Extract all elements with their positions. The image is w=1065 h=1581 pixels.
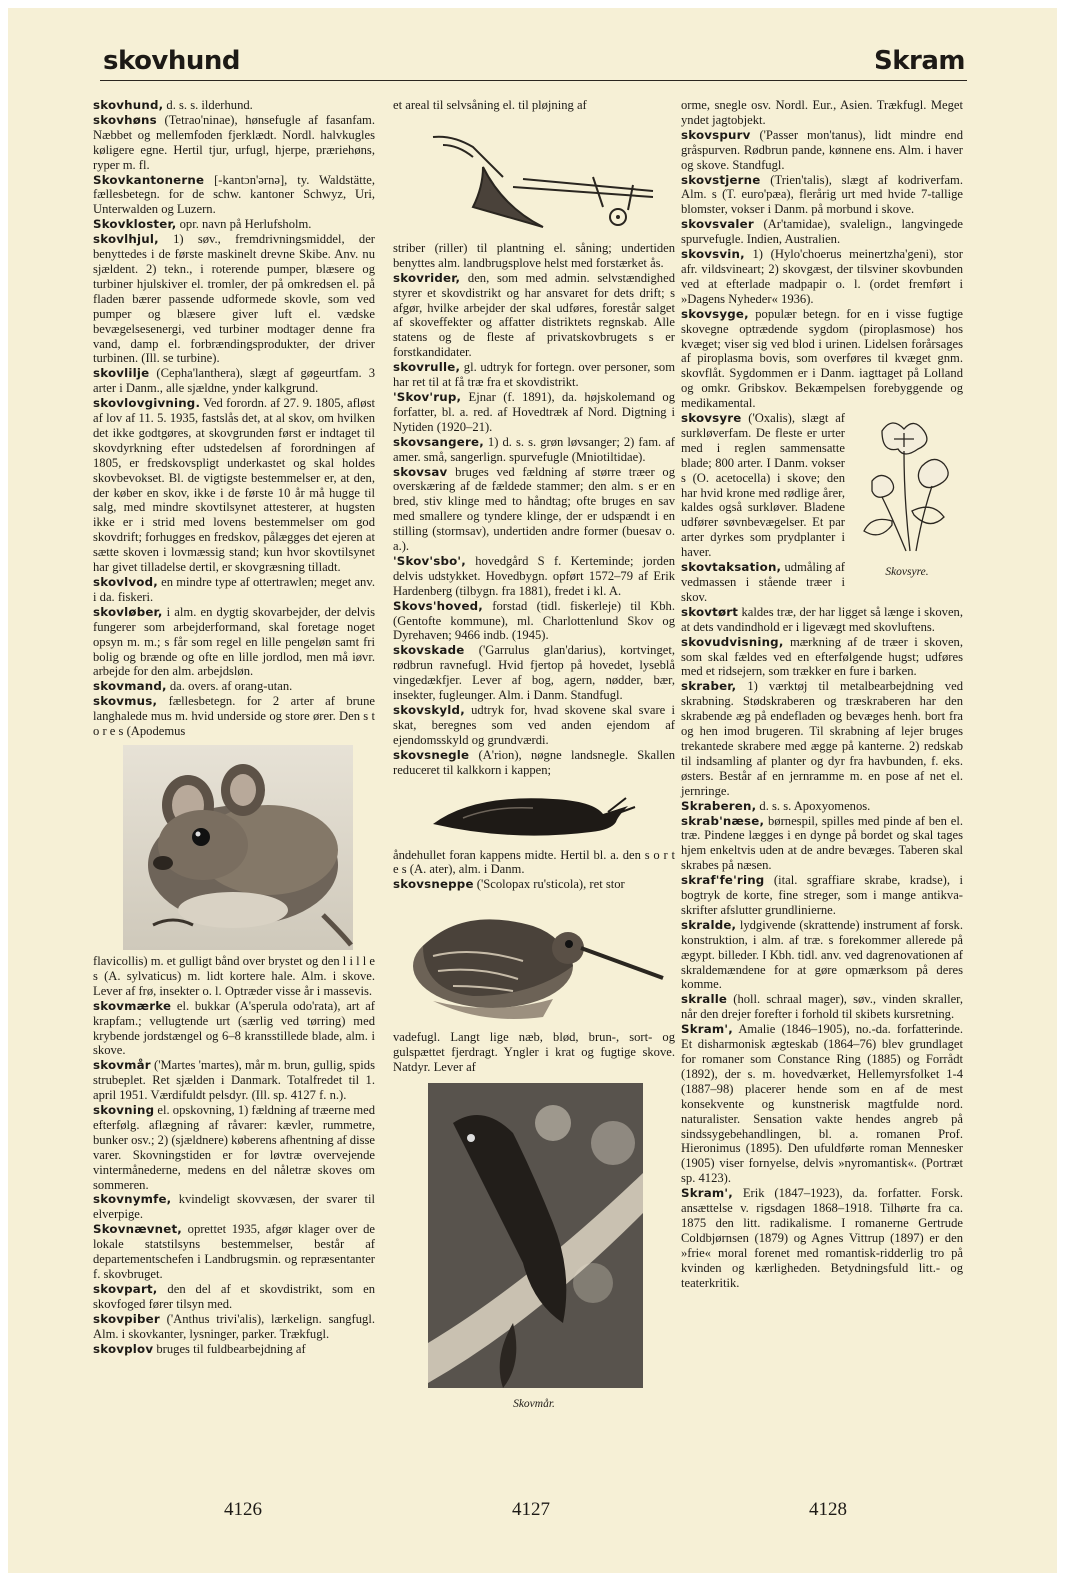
entry-text: en mindre type af ottertrawlen; meget anv. i da. fiskeri.	[93, 575, 375, 604]
page-number-right: 4128	[809, 1499, 847, 1520]
column-2-entries-top	[393, 98, 675, 113]
entry-headword: Skovs'hoved,	[393, 598, 483, 613]
column-2-entries-mid2	[393, 848, 675, 893]
header-left-word: skovhund	[103, 46, 241, 76]
forest-plough-drawing	[393, 117, 675, 237]
entry-text: udtryk for, hvad skovene skal svare i skat, beregnes som ved anden ejendom af ejendomsskyld og grundværdi.	[393, 703, 675, 747]
entry-headword: skovmus,	[93, 694, 158, 709]
entry-text: forstad (tidl. fiskerleje) til Kbh. (Gentofte kommune), ml. Charlottenlund Skov og Dyrehaven; 9466 indb. (1945).	[393, 598, 675, 643]
entry-headword: skrab'næse,	[681, 813, 765, 828]
dictionary-entry	[681, 873, 963, 918]
dictionary-entry	[681, 992, 963, 1022]
entry-text: flavicollis) m. et gulligt bånd over brystet og den l i l l e s (A. sylvaticus) m. lidt kortere hale. Alm. i skove. Lever af frø, insekter o. l. Optræder visse år i massevis.	[93, 953, 375, 998]
dictionary-entry	[681, 307, 963, 411]
entry-text: ('Garrulus glan'darius), kortvinget, rødbrun ravnefugl. Hvid fjertop på hovedet, lyseblå vingedækfjer. Lever af bog, agern, nødder, bær, insekter, fugleunger. Alm. i Danm. Standfugl.	[393, 643, 675, 703]
woodcock-illustration	[393, 896, 675, 1026]
entry-text: oprettet 1935, afgør klager over de lokale statstilsyns bestemmelser, består af departementschefen i Landbrugsmin. og repræsentanter f. skovbruget.	[93, 1222, 375, 1281]
entry-text: d. s. s. ilderhund.	[163, 98, 253, 112]
entry-text: 1) søv., fremdrivningsmiddel, der benyttedes i de første maskinelt drevne Skibe. Anv. nu sjældent. 2) tekn., i roterende pumper, blæsere og turbiner hjulskiver el. tromler, der på omkredsen el. på fladen bærer passende udformede skovle, som ved pumper og blæsere giver luft el. vædske bevægelsesenergi, ved turbiner modtager denne fra vand, damp el. forbrændingsprodukter, der driver turbinen. (Ill. se turbine).	[93, 232, 375, 366]
entry-headword: skovning	[93, 1103, 155, 1118]
entry-text: populær betegn. for en i visse fugtige skovegne optrædende sygdom (piroplasmose) hos kvæget; viser sig ved blod i urinen. Lidelsen forårsages af piroplasma bovis, som overføres til kvæget gnm. skovflåt. Sygdommen er i Danm. iagttaget på Lolland og omkr. Gribskov. Bekæmpelsen forebyggende og medikamental.	[681, 306, 963, 411]
entry-headword: skovmand,	[93, 679, 167, 694]
entry-text: åndehullet foran kappens midte. Hertil bl. a. den s o r t e s (A. ater), alm. i Danm.	[393, 847, 675, 877]
entry-text: Erik (1847–1923), da. forfatter. Forsk. ansættelse v. rigsdagen 1868–1918. Tilhørte fra ca. 1875 den litt. radikalisme. I romanerne Gertrude Coldbjørnsen (1879) og Agnes Vittrup (1897) er den »frie« moral forenet med romantisk-ridderlig tro på kvinden og kærligheden. Betydningsfuld litt.- og teaterkritik.	[681, 1186, 963, 1290]
dictionary-entry	[93, 575, 375, 605]
dictionary-entry	[393, 360, 675, 390]
entry-headword: skraf'fe'ring	[681, 873, 765, 888]
entry-headword: skovsangere,	[393, 434, 484, 449]
entry-text: (Cepha'lanthera), slægt af gøgeurtfam. 3 arter i Danm., alle sjældne, ynder kalkgrund.	[93, 366, 375, 396]
entry-text: [-kantɔn'ərnə], ty. Waldstätte, fællesbetegn. for de schw. kantoner Schwyz, Uri, Unterwalden og Luzern.	[93, 172, 375, 217]
dictionary-entry	[93, 694, 375, 739]
entry-headword: skovlhjul,	[93, 232, 159, 247]
entry-text: vadefugl. Langt lige næb, blød, brun-, sort- og gulspættet fjerdragt. Yngler i krat og fugtige skove. Natdyr. Lever af	[393, 1030, 675, 1075]
entry-text: hovedgård S f. Kerteminde; jorden delvis udstykket. Hovedbygn. opført 1572–79 af Erik Hardenberg (tilbygn. fra 1881), fredet i kl. A.	[393, 553, 675, 598]
entry-text: d. s. s. Apoxyomenos.	[756, 798, 871, 813]
dictionary-entry	[93, 1222, 375, 1282]
entry-text: (Trien'talis), slægt af kodriverfam. Alm. s (T. euro'pæa), flerårig urt med hvide 7-tallige blomster, vokser i Danm. på morbund i skove.	[681, 172, 963, 217]
dictionary-entry	[93, 366, 375, 396]
entry-headword: skovpiber	[93, 1311, 160, 1326]
entry-headword: Skram',	[681, 1186, 733, 1201]
entry-text: orme, snegle osv. Nordl. Eur., Asien. Trækfugl. Meget yndet jagtobjekt.	[681, 98, 963, 127]
wood-mouse-photo	[93, 745, 375, 950]
dictionary-entry	[393, 643, 675, 703]
dictionary-entry	[93, 679, 375, 694]
dictionary-entry	[393, 390, 675, 435]
entry-text: børnespil, spilles med pinde af ben el. træ. Pindene lægges i en dynge på bordet og skal tages hjem enkeltvis uden at de andre bevæges. Taberen skal skrabes på næsen.	[681, 813, 963, 873]
column-2-entries-mid	[393, 241, 675, 778]
entry-headword: Skovkloster,	[93, 217, 177, 232]
column-3-entries	[681, 98, 963, 1291]
dictionary-entry	[681, 814, 963, 874]
entry-headword: skovskade	[393, 643, 465, 658]
dictionary-entry	[681, 1022, 963, 1186]
dictionary-entry	[93, 113, 375, 173]
column-1	[93, 98, 375, 1356]
pine-marten-caption: Skovmår.	[513, 1397, 555, 1410]
column-2-entries-mid3	[393, 1030, 675, 1075]
dictionary-entry	[681, 128, 963, 173]
dictionary-entry	[681, 635, 963, 680]
page-number-center: 4127	[512, 1499, 550, 1520]
wood-sorrel-illustration	[851, 411, 963, 580]
entry-text: ('Passer mon'tanus), lidt mindre end gråspurven. Rødbrun pande, kønnene ens. Alm. i haver og skove. Standfugl.	[681, 127, 963, 172]
column-2	[393, 98, 675, 1412]
entry-headword: skovlvod,	[93, 575, 158, 589]
entry-headword: skovløber,	[93, 604, 163, 619]
entry-headword: skovnymfe,	[93, 1192, 172, 1207]
dictionary-entry	[93, 1282, 375, 1312]
dictionary-entry	[681, 799, 963, 814]
entry-text: fællesbetegn. for 2 arter af brune langhalede mus m. hvid underside og store ører. Den s t o r e s (Apodemus	[93, 694, 375, 739]
dictionary-entry	[393, 703, 675, 748]
entry-text: el. opskovning, 1) fældning af træerne med efterfølg. aflægning af råvarer: kævler, rummetre, bunker osv.; 2) (sjældnere) køberens afhentning af disse varer. Skovningstiden er for løvtræ overvejende vintermånederne, medens en del nåletræ skoves om sommeren.	[93, 1103, 375, 1192]
entry-text: da. overs. af orang-utan.	[166, 679, 293, 694]
entry-text: 1) d. s. s. grøn løvsanger; 2) fam. af amer. små, sangerlign. spurvefugle (Mniotiltidae).	[393, 434, 675, 464]
dictionary-entry	[681, 1186, 963, 1290]
entry-headword: skovspurv	[681, 127, 751, 142]
entry-text: kaldes træ, der har ligget så længe i skoven, at dets vandindhold er i ligevægt med skovluftens.	[681, 604, 963, 634]
entry-text: Ejnar (f. 1891), da. højskolemand og forfatter, bl. a. red. af Hovedtræk af Nord. Digtning i Nytiden (1920–21).	[393, 389, 675, 434]
entry-text: Ved forordn. af 27. 9. 1805, afløst af lov af 11. 5. 1935, fastslås det, at al skov, om hvilken det ikke godtgøres, at skovgrunden først er indtaget til skovdyrkning efter udstedelsen af forordningen af 1805, er fredskovspligt underkastet og skal holdes skovbevokset. Bl. de vigtigste bestemmelser er, at den, der køber en skov, ikke i de første 10 år må hugge til salg, med mindre skovtilsynet attesterer, at hugsten ikke er i strid med lovens bestemmelser om god skovdrift; forhugges en fredskov, pålægges det ejeren at sætte skoven i lovmæssig stand; kun hvor skovtilsynet har givet tilladelse dertil, er skovgræsning tilladt.	[93, 396, 375, 575]
entry-headword: skovrider,	[393, 270, 461, 285]
column-1-entries-top	[93, 98, 375, 739]
dictionary-entry	[93, 232, 375, 366]
entry-headword: skovstjerne	[681, 172, 761, 187]
entry-text: 1) værktøj til metalbearbejdning ved skrabning. Stødskraberen og træskraberen har den skrabende æg på endefladen og bevæges henh. bort fra og hen imod brugeren. Til skrabning af lejer bruges trekantede skrabere med ægge på kanterne. 2) redskab til indsamling af planter og dyr fra havbunden, f. eks. østers. Består af en jernramme m. en pose af net el. jernringe.	[681, 679, 963, 798]
dictionary-entry	[93, 605, 375, 680]
entry-headword: skraber,	[681, 679, 737, 694]
entry-headword: skovsyge,	[681, 306, 749, 321]
dictionary-entry	[93, 1192, 375, 1222]
entry-headword: skovtaksation,	[681, 560, 782, 575]
dictionary-entry	[393, 748, 675, 778]
entry-text: (holl. schraal mager), søv., vinden skraller, når den drejer forefter i forhold til skibets kursretning.	[681, 992, 963, 1022]
pine-marten-illustration	[393, 1083, 675, 1393]
wood-mouse-illustration	[93, 745, 375, 950]
dictionary-entry	[93, 173, 375, 218]
entry-text: et areal til selvsåning el. til pløjning af	[393, 98, 587, 112]
dictionary-entry	[681, 217, 963, 247]
wood-sorrel-caption: Skovsyre.	[885, 565, 929, 578]
entry-text: ('Anthus trivi'alis), lærkelign. sangfugl. Alm. i skovkanter, lysninger, parker. Trækfugl.	[93, 1311, 375, 1341]
entry-headword: skovudvisning,	[681, 634, 784, 649]
dictionary-entry	[93, 1103, 375, 1192]
entry-headword: skovskyld,	[393, 703, 465, 717]
entry-headword: skovsnegle	[393, 747, 470, 762]
entry-headword: 'Skov'sbo',	[393, 553, 466, 568]
entry-text: mærkning af de træer i skoven, som skal fældes ved en efterfølgende hugst; udføres med et ridsejern, som trækker en fure i barken.	[681, 634, 963, 679]
entry-headword: skovmærke	[93, 998, 172, 1013]
entry-text: ('Oxalis), slægt af surkløverfam. De fleste er urter med i reglen sammensatte blade; 800 arter. I Danm. vokser s (O. acetocella) i skove; den har hvid krone med rødlige årer, kaldes også surkløver. Bladene udfører søvnbevægelser. Et par arter dyrkes som prydplanter i haver.	[681, 411, 845, 560]
entry-headword: skovsvin,	[681, 247, 745, 262]
entry-text: (Tetrao'ninae), hønsefugle af fasanfam. Næbbet og mellemfoden fjerklædt. Nordl. halvkugles køligere egne. Hertil tjur, urfugl, hjerpe, præriehøns, ryper m. fl.	[93, 112, 375, 172]
wood-sorrel-drawing	[852, 411, 962, 561]
dictionary-entry	[93, 1342, 375, 1357]
entry-text: striber (riller) til plantning el. såning; undertiden benyttes alm. landbrugsplove helst med forstærket ås.	[393, 240, 675, 270]
entry-text: den, som med admin. selvstændighed styrer et skovdistrikt og har ansvaret for dets drift; s afgør, hvilke arbejder der skal udføres, forestår salget af skoveffekter og affatter distriktets regnskab. Alle statens og de fleste af privatskovbrugets s er forstkandidater.	[393, 270, 675, 360]
entry-headword: skovsyre	[681, 411, 742, 426]
dictionary-entry	[393, 877, 675, 892]
header-rule	[100, 80, 967, 81]
entry-headword: skovhund,	[93, 98, 164, 112]
dictionary-entry	[393, 599, 675, 644]
entry-text: bruges til fuldbearbejdning af	[153, 1341, 306, 1356]
dictionary-entry	[681, 98, 963, 128]
dictionary-entry	[681, 605, 963, 635]
dictionary-entry	[93, 954, 375, 999]
dictionary-entry	[393, 241, 675, 271]
entry-headword: skovsneppe	[393, 877, 474, 892]
pine-marten-photo	[393, 1083, 675, 1388]
dictionary-entry	[393, 554, 675, 599]
entry-text: den del af et skovdistrikt, som en skovfoged fører tilsyn med.	[93, 1281, 375, 1311]
entry-headword: skovlilje	[93, 366, 150, 381]
page-number-left: 4126	[224, 1499, 262, 1520]
entry-headword: skovlovgivning.	[93, 396, 201, 411]
dictionary-entry	[393, 848, 675, 878]
entry-headword: Skovnævnet,	[93, 1222, 182, 1237]
entry-headword: skovmår	[93, 1058, 151, 1073]
dictionary-entry	[93, 999, 375, 1059]
dictionary-entry	[393, 271, 675, 360]
entry-text: (Ar'tamidae), svalelign., langvingede spurvefugle. Indien, Australien.	[681, 217, 963, 247]
entry-text: ('Scolopax ru'sticola), ret stor	[473, 877, 625, 892]
entry-text: gl. udtryk for fortegn. over personer, som har ret til at få træ fra et skovdistrikt.	[393, 360, 675, 390]
entry-text: (ital. sgraffiare skrabe, kradse), i bogtryk de korte, fine streger, som i mange antikva-skrifter afslutter grundlinierne.	[681, 873, 963, 917]
entry-headword: skovsav	[393, 464, 448, 479]
entry-headword: skralle	[681, 992, 728, 1007]
entry-text: kvindeligt skovvæsen, der svarer til elverpige.	[93, 1192, 375, 1222]
dictionary-entry	[93, 98, 375, 113]
woodcock-drawing	[393, 896, 675, 1026]
dictionary-entry	[393, 98, 675, 113]
entry-headword: skovplov	[93, 1341, 154, 1356]
entry-headword: skralde,	[681, 917, 737, 932]
dictionary-page	[8, 8, 1057, 1573]
entry-text: lydgivende (skrattende) instrument af forsk. konstruktion, i alm. af træ. s forekommer allerede på ægypt. billeder. I Kbh. tidl. anv. ved dagrenovationen af skraldemændene for at gøre opmærksom på deres komme.	[681, 917, 963, 992]
entry-headword: 'Skov'rup,	[393, 389, 462, 404]
entry-text: ('Martes 'martes), mår m. brun, gullig, spids strubeplet. Ret sjælden i Danmark. Totalfredet til 1. april 1951. Værdifuldt pelsdyr. (Ill. sp. 4127 f. n.).	[93, 1058, 375, 1103]
column-1-entries-bottom	[93, 954, 375, 1356]
entry-headword: Skraberen,	[681, 798, 757, 813]
entry-text: bruges ved fældning af større træer og overskæring af de fældede stammer; den alm. s er en bred, stiv klinge med to håndtag; ofte bruges en sav med smallere og tyndere klinge, der er udspændt i en stilling (stormsav), undertiden andre former (buesav o. a.).	[393, 464, 675, 554]
entry-text: (A'rion), nøgne landsnegle. Skallen reduceret til kalkkorn i kappen;	[393, 747, 675, 777]
entry-headword: skovsvaler	[681, 217, 754, 232]
dictionary-entry	[681, 173, 963, 218]
slug-illustration	[393, 782, 675, 844]
dictionary-entry	[393, 465, 675, 554]
entry-text: i alm. en dygtig skovarbejder, der delvis fungerer som arbejderformand, skal foretage noget opsyn m. m.; s får som regel en lille pengeløn samt fri bolig og brænde og ofte en lille jordlod, men må iøvr. arbejde for den alm. arbejdsløn.	[93, 604, 375, 679]
entry-text: opr. navn på Herlufsholm.	[176, 217, 312, 232]
entry-headword: skovpart,	[93, 1281, 158, 1296]
entry-text: el. bukkar (A'sperula odo'rata), art af krapfam.; vellugtende urt (særlig ved tørring) med krybende jordstængel og 6–8 kransstillede blade, alm. i skove.	[93, 998, 375, 1058]
dictionary-entry	[93, 396, 375, 575]
entry-headword: skovtørt	[681, 604, 739, 619]
dictionary-entry	[681, 247, 963, 307]
entry-text: 1) (Hylo'choerus meinertzha'geni), stor afr. vildsvineart; 2) skovgæst, der tilsviner skovbunden ved at efterlade madpapir o. l. (ordet fremført i »Dagens Nyheder« 1936).	[681, 247, 963, 306]
column-3	[681, 98, 963, 1291]
header-right-word: Skram	[874, 46, 965, 76]
dictionary-entry	[393, 1030, 675, 1075]
forest-plough-illustration	[393, 117, 675, 237]
entry-headword: Skram',	[681, 1022, 733, 1037]
dictionary-entry	[93, 1312, 375, 1342]
slug-drawing	[393, 782, 675, 844]
dictionary-entry	[681, 918, 963, 993]
entry-headword: skovrulle,	[393, 360, 461, 375]
dictionary-entry	[93, 217, 375, 232]
entry-headword: skovhøns	[93, 112, 157, 127]
entry-headword: Skovkantonerne	[93, 172, 205, 187]
dictionary-entry	[93, 1058, 375, 1103]
entry-text: udmåling af vedmassen i stående træer i skov.	[681, 560, 845, 604]
dictionary-entry	[393, 435, 675, 465]
dictionary-entry	[681, 679, 963, 798]
entry-text: Amalie (1846–1905), no.-da. forfatterinde. Et disharmonisk ægteskab (1864–76) blev grundlaget for romaner som Constance Ring (1885) og Forrådt (1892), der s. m. hovedværket, Hellemyrsfolket 1-4 (1887–98) placerer hende som en af de mest konsekvente og kunstnerisk magtfulde nord. naturalister. Sensation vakte hendes angreb på sindssygebehandlingen, bl. a. romanen Prof. Hieronimus (1895). Den ufuldførte roman Mennesker (1905) viser fornyelse, delvis »nyromantisk«. (Portræt sp. 4123).	[681, 1022, 963, 1186]
